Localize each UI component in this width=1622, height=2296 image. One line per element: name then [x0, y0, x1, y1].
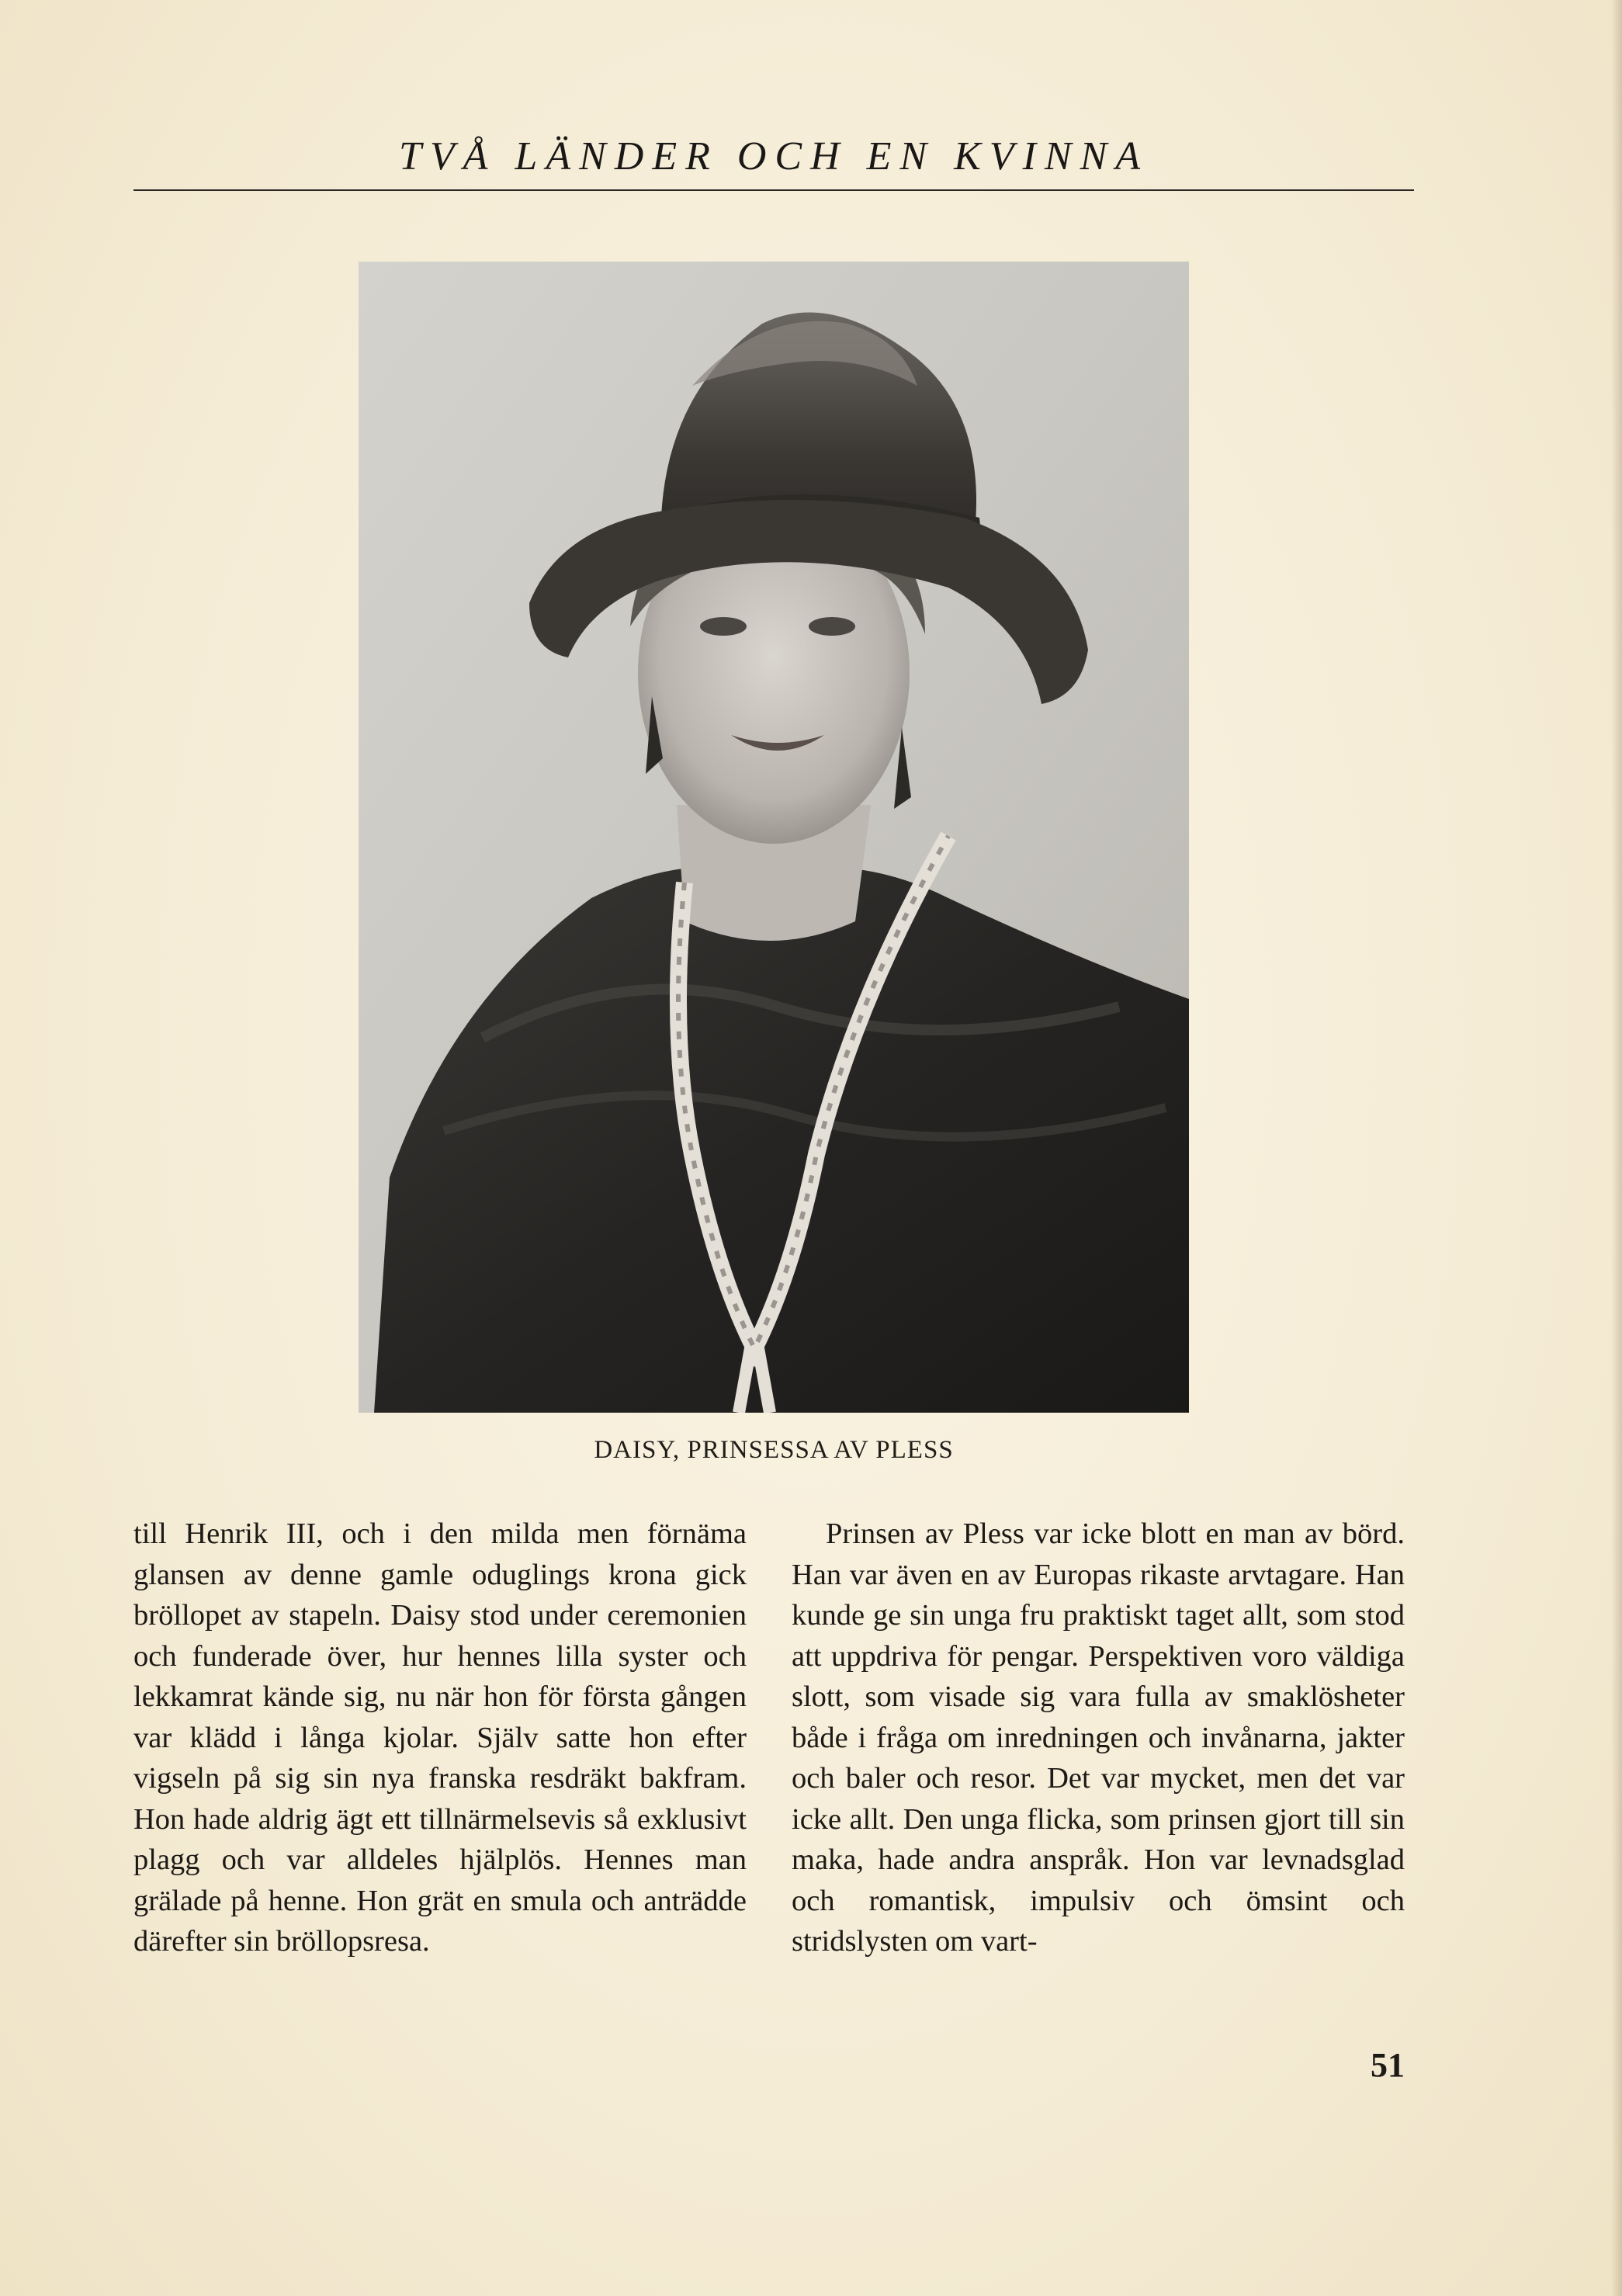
figure-caption: DAISY, PRINSESSA AV PLESS: [594, 1436, 954, 1464]
paragraph: Prinsen av Pless var icke blott en man av börd. Han var även en av Europas rikaste arvtagare. Han kunde ge sin unga fru praktiskt taget allt, som stod att uppdriva för pengar. Perspektiven voro väldiga slott, som visade sig vara fulla av smaklösheter både i fråga om inredningen och invånarna, jakter och baler och resor. Det var mycket, men det var icke allt. Den unga flicka, som prinsen gjort till sin maka, hade andra anspråk. Hon var levnadsglad och romantisk, impulsiv och ömsint och stridslysten om vart-: [792, 1517, 1405, 1958]
paragraph: till Henrik III, och i den milda men förnäma glansen av denne gamle oduglings krona gick bröllopet av stapeln. Daisy stod under ceremonien och funderade över, hur hennes lilla syster och lekkamrat kände sig, nu när hon för första gången var klädd i långa kjolar. Själv satte hon efter vigseln på sig sin nya franska resdräkt bakfram. Hon hade aldrig ägt ett tillnärmelsevis så exklusivt plagg och var alldeles hjälplös. Hennes man grälade på henne. Hon grät en smula och anträdde därefter sin bröllopsresa.: [133, 1517, 747, 1958]
text-column-right: [792, 1514, 1405, 1962]
page-number: 51: [1371, 2046, 1405, 2084]
page-edge-shadow: [1611, 0, 1622, 2296]
text-column-left: [133, 1514, 747, 1962]
header-rule: [133, 189, 1414, 191]
running-title: TVÅ LÄNDER OCH EN KVINNA: [398, 134, 1149, 179]
portrait-photograph: [359, 262, 1189, 1413]
